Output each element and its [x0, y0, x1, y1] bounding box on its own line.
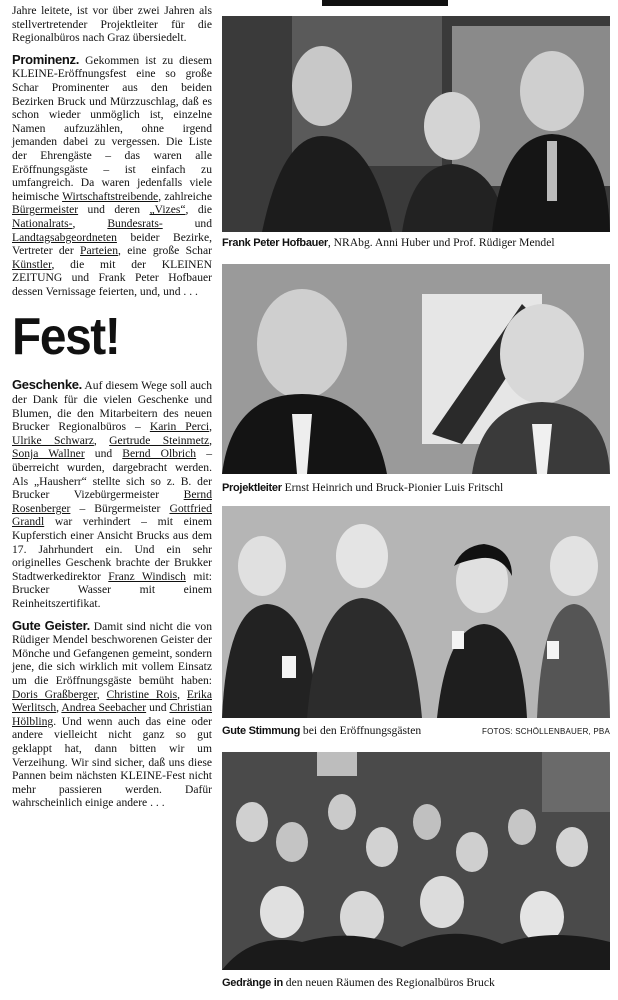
prominenz-text: und deren	[87, 203, 141, 217]
prominenz-text: Gekommen ist zu diesem KLEINE-Eröffnungsfest eine so große Schar Prominenter aus den beiden Bezirken Bruck und Mürzzuschlag, daß es schon wieder unmöglich ist, einzelne Namen aufzuzählen, ohne irgend jemanden dabei zu vergessen. Die Liste der Ehrengäste – das waren alle Eröffnungsgäste – ist einfach zu umfangreich. Da waren jedenfalls viele heimische	[12, 53, 212, 203]
geschenke-text: war verhindert – mit einem Kupferstich einer Ansicht Brucks aus dem 17. Jahrhundert ein. Und ein sehr originelles Geschenk brachte der Brukker Stadtwerkedirektor	[12, 515, 212, 583]
geschenke-paragraph	[12, 378, 212, 610]
geister-paragraph	[12, 619, 212, 810]
person-name: Erika Werlitsch	[12, 687, 212, 715]
geister-text: ,	[56, 701, 60, 715]
term: Bürgermeister	[12, 203, 79, 217]
top-rule	[322, 0, 448, 6]
person-name: Bernd Rosenberger	[12, 488, 212, 515]
prominenz-text: ,	[72, 216, 76, 230]
geister-text: ,	[177, 687, 181, 701]
caption-4-lead: Gedränge in	[222, 977, 283, 989]
geschenke-text: ,	[93, 433, 97, 447]
person-name: Sonja Wallner	[12, 447, 85, 461]
caption-4-text: den neuen Räumen des Regionalbüros Bruck	[285, 976, 495, 989]
person-name: Franz Windisch	[108, 569, 186, 583]
term: „Vizes“	[149, 203, 186, 217]
geister-text: ,	[96, 687, 100, 701]
person-name: Andrea Seebacher	[61, 701, 147, 715]
person-name: Gertrude Steinmetz	[109, 433, 210, 447]
photo-2	[222, 264, 610, 474]
geister-text: Damit sind nicht die von Rüdiger Mendel beschworenen Geister der Mönche und Gefangenen gemeint, sondern jene, die sich wirklich mit vollem Einsatz um die Eröffnungsgäste bemüht haben:	[12, 619, 213, 687]
photo-3	[222, 506, 610, 718]
prominenz-text: , zahlreiche	[158, 189, 212, 203]
prominenz-paragraph	[12, 53, 212, 299]
caption-3-lead: Gute Stimmung	[222, 725, 300, 737]
geister-text: und	[149, 701, 167, 715]
term: Bundesrats-	[107, 216, 163, 230]
person-name: Gottfried Grandl	[12, 501, 212, 529]
photo-1	[222, 16, 610, 232]
caption-2	[222, 481, 610, 495]
prominenz-text: beider Bezirke, Vertreter der	[12, 230, 212, 258]
geschenke-text: und	[94, 447, 113, 461]
photo-1-image	[222, 16, 610, 232]
person-name: Christian Hölbling	[12, 701, 212, 728]
prominenz-text: , eine große Schar	[118, 244, 212, 258]
caption-4	[222, 976, 610, 990]
photo-3-image	[222, 506, 610, 718]
term: Wirtschaftstreibende	[62, 189, 159, 203]
geister-lead: Gute Geister.	[12, 617, 90, 633]
photo-credit: FOTOS: SCHÖLLENBAUER, PBA	[482, 727, 610, 736]
geschenke-text: ,	[209, 420, 212, 434]
term: Nationalrats-	[12, 216, 73, 230]
term: Landtagsabgeordneten	[12, 230, 117, 244]
geschenke-text: ,	[209, 433, 212, 447]
geschenke-text: Auf diesem Wege soll auch der Dank für die vielen Geschenke und Blumen, die den Mitarbeitern des neuen Brucker Regionalbüros –	[12, 379, 212, 434]
caption-2-text: Ernst Heinrich und Bruck-Pionier Luis Fritschl	[284, 481, 504, 494]
headline: Fest!	[12, 308, 120, 367]
person-name: Doris Graßberger	[12, 687, 97, 701]
person-name: Ulrike Schwarz	[12, 433, 94, 447]
person-name: Karin Perci	[149, 420, 210, 434]
article-column	[12, 4, 212, 818]
prominenz-text: , die mit der KLEINEN ZEITUNG und Frank Peter Hofbauer dessen Vernissage feierten, und, und . . .	[12, 257, 212, 298]
person-name: Christine Rois	[106, 687, 178, 701]
geschenke-text: mit: Brucker Wasser mit einem Reinheitszertifikat.	[12, 569, 213, 610]
caption-1-lead: Frank Peter Hofbauer	[222, 237, 328, 249]
caption-3	[222, 724, 610, 738]
prominenz-text: und	[194, 216, 212, 230]
photo-2-image	[222, 264, 610, 474]
photo-4	[222, 752, 610, 970]
caption-3-text: bei den Eröffnungsgästen	[302, 724, 422, 737]
geschenke-lead: Geschenke.	[12, 377, 82, 393]
geister-text: . Und wenn auch das eine oder andere vielleicht nicht ganz so gut geklappt hat, dann bitten wir um Verzeihung. Wir sind sicher, daß uns diese Pannen beim nächsten KLEINE-Fest nicht mehr passieren werden. Dafür wahrscheinlich einige andere . . .	[12, 714, 212, 810]
prominenz-text: , die	[185, 203, 212, 217]
caption-1-text: , NRAbg. Anni Huber und Prof. Rüdiger Mendel	[327, 236, 555, 249]
photo-4-image	[222, 752, 610, 970]
caption-2-lead: Projektleiter	[222, 482, 282, 494]
term: Parteien	[80, 244, 119, 258]
term: Künstler	[12, 257, 52, 271]
intro-paragraph: Jahre leitete, ist vor über zwei Jahren als stellvertretender Projektleiter für die Regionalbüros nach Graz übersiedelt.	[12, 4, 212, 45]
caption-1	[222, 236, 610, 250]
geschenke-text: – überreicht wurden, dargebracht werden. Als „Hausherr“ stellte sich so z. B. der Brucker Vizebürgermeister	[12, 447, 212, 502]
geschenke-text: – Bürgermeister	[79, 501, 161, 515]
person-name: Bernd Olbrich	[122, 447, 197, 461]
prominenz-lead: Prominenz.	[12, 51, 80, 67]
